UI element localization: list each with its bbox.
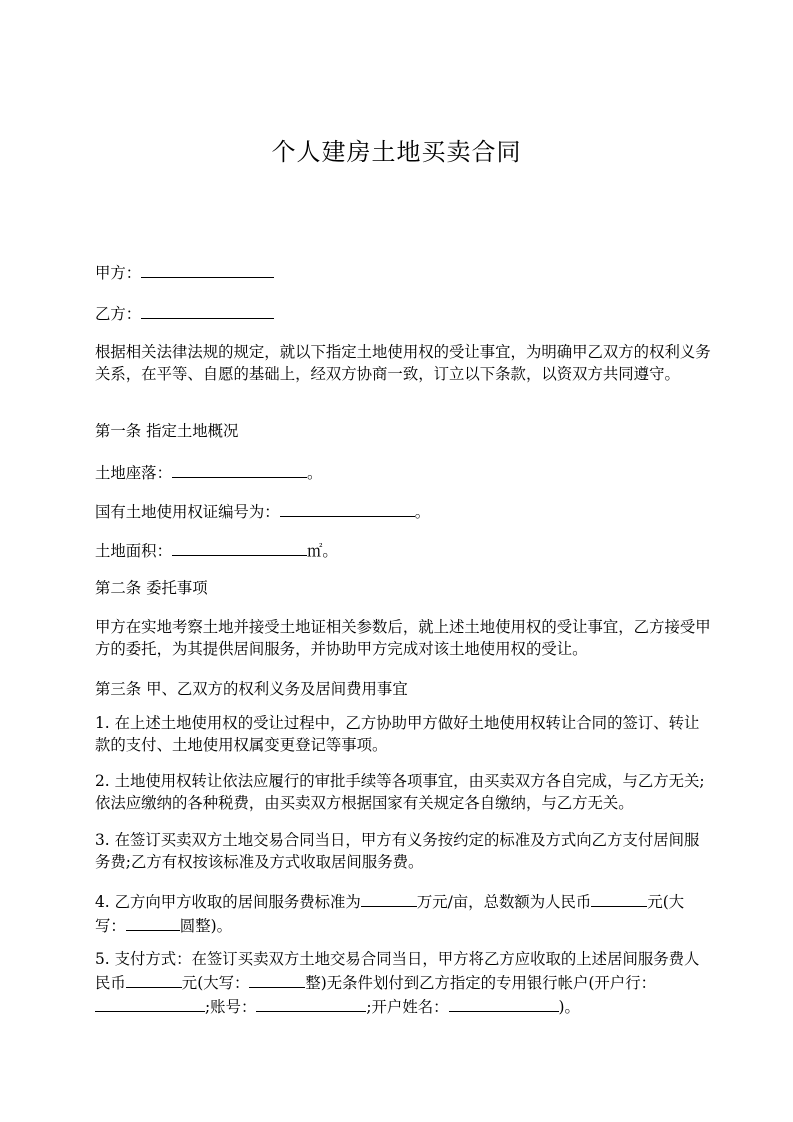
fee-total-blank[interactable]	[591, 889, 647, 907]
article3-item4	[95, 889, 712, 937]
land-cert-line	[95, 499, 712, 523]
party-a-label: 甲方：	[95, 264, 142, 282]
fee-rate-blank[interactable]	[361, 889, 417, 907]
article2-text: 甲方在实地考察土地并接受土地证相关参数后，就上述土地使用权的受让事宜，乙方接受甲方的委托，为其提供居间服务，并协助甲方完成对该土地使用权的受让。	[95, 618, 711, 658]
party-a-line	[95, 260, 712, 284]
item4-text-d: 圆整)。	[179, 917, 232, 935]
item4-text-c: 元(大写：	[95, 893, 685, 935]
document-title: 个人建房土地买卖合同	[271, 138, 522, 166]
land-cert-label: 国有土地使用权证编号为：	[95, 503, 280, 521]
item4-text-a: 4. 乙方向甲方收取的居间服务费标准为	[95, 893, 361, 911]
item4-text-b: 万元/亩，总数额为人民币	[416, 893, 592, 911]
item5-text-e: ;开户姓名：	[366, 998, 449, 1016]
payment-words-blank[interactable]	[249, 970, 305, 988]
party-b-line	[95, 301, 712, 325]
fee-total-words-blank[interactable]	[126, 913, 180, 931]
article2-heading: 第二条 委托事项	[95, 579, 208, 597]
item5-text-f: )。	[558, 998, 580, 1016]
item5-text-d: ;账号：	[205, 998, 257, 1016]
article3-item1: 1. 在上述土地使用权的受让过程中，乙方协助甲方做好土地使用权转让合同的签订、转让款的支付、土地使用权属变更登记等事项。	[95, 714, 700, 754]
payment-amount-blank[interactable]	[126, 970, 182, 988]
party-a-blank[interactable]	[141, 260, 274, 278]
party-b-label: 乙方：	[95, 305, 142, 323]
land-area-blank[interactable]	[172, 538, 307, 556]
article1-heading: 第一条 指定土地概况	[95, 422, 239, 440]
account-holder-blank[interactable]	[449, 994, 559, 1012]
land-cert-end: 。	[414, 503, 431, 521]
item5-text-c: 整)无条件划付到乙方指定的专用银行帐户(开户行：	[305, 974, 656, 992]
land-cert-blank[interactable]	[280, 499, 415, 517]
article3-item5	[95, 948, 712, 1018]
item5-text-a: 5. 支付方式：在签订买卖双方土地交易合同当日，甲方将乙方应收取的上述居间服务费人民币	[95, 950, 700, 992]
account-number-blank[interactable]	[256, 994, 366, 1012]
article3-item2: 2. 土地使用权转让依法应履行的审批手续等各项事宜，由买卖双方各自完成，与乙方无关;依法应缴纳的各种税费，由买卖双方根据国家有关规定各自缴纳，与乙方无关。	[95, 772, 705, 812]
land-area-label: 土地面积：	[95, 542, 172, 560]
party-b-blank[interactable]	[141, 301, 274, 319]
article3-heading: 第三条 甲、乙双方的权利义务及居间费用事宜	[95, 680, 408, 698]
preamble: 根据相关法律法规的规定，就以下指定土地使用权的受让事宜，为明确甲乙双方的权利义务关系，在平等、自愿的基础上，经双方协商一致，订立以下条款，以资双方共同遵守。	[95, 343, 711, 383]
article3-item3: 3. 在签订买卖双方土地交易合同当日，甲方有义务按约定的标准及方式向乙方支付居间服务费;乙方有权按该标准及方式收取居间服务费。	[95, 831, 700, 871]
land-location-end: 。	[306, 464, 323, 482]
land-location-line	[95, 460, 712, 484]
land-location-label: 土地座落：	[95, 464, 172, 482]
land-location-blank[interactable]	[172, 460, 307, 478]
item5-text-b: 元(大写：	[181, 974, 250, 992]
bank-name-blank[interactable]	[95, 994, 205, 1012]
land-area-unit: ㎡。	[306, 542, 338, 560]
land-area-line	[95, 538, 712, 562]
